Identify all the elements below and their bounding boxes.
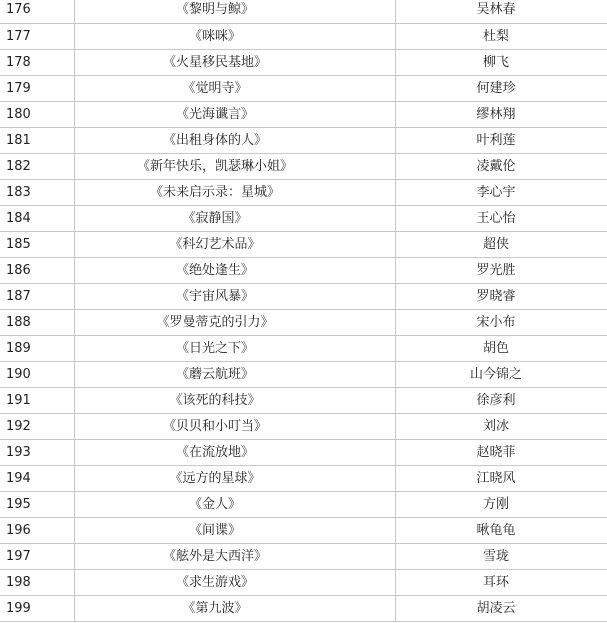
cell-author[interactable]: 何建珍 <box>396 75 607 101</box>
cell-author[interactable]: 胡凌云 <box>396 595 607 621</box>
cell-author[interactable]: 雪珑 <box>396 543 607 569</box>
table-row <box>0 543 607 569</box>
table-row <box>0 257 607 283</box>
cell-number[interactable]: 188 <box>0 309 75 335</box>
cell-author[interactable]: 耳环 <box>396 569 607 595</box>
cell-author[interactable]: 李心宇 <box>396 179 607 205</box>
cell-number[interactable]: 198 <box>0 569 75 595</box>
cell-title[interactable]: 《宇宙风暴》 <box>75 283 396 309</box>
cell-title[interactable]: 《黎明与鲸》 <box>75 0 396 23</box>
cell-title[interactable]: 《金人》 <box>75 491 396 517</box>
cell-author[interactable]: 江晓风 <box>396 465 607 491</box>
cell-number[interactable]: 184 <box>0 205 75 231</box>
cell-number[interactable]: 197 <box>0 543 75 569</box>
cell-title[interactable]: 《蘑云航班》 <box>75 361 396 387</box>
cell-number[interactable]: 180 <box>0 101 75 127</box>
cell-title[interactable]: 《舷外是大西洋》 <box>75 543 396 569</box>
cell-author[interactable]: 柳飞 <box>396 49 607 75</box>
cell-author[interactable]: 王心怡 <box>396 205 607 231</box>
cell-number[interactable]: 192 <box>0 413 75 439</box>
table-row <box>0 0 607 23</box>
cell-author[interactable]: 罗晓睿 <box>396 283 607 309</box>
cell-author[interactable]: 叶利莲 <box>396 127 607 153</box>
table-row <box>0 491 607 517</box>
cell-title[interactable]: 《觉明寺》 <box>75 75 396 101</box>
cell-number[interactable]: 178 <box>0 49 75 75</box>
table-row <box>0 23 607 49</box>
table-row <box>0 179 607 205</box>
cell-title[interactable]: 《在流放地》 <box>75 439 396 465</box>
cell-title[interactable]: 《罗曼蒂克的引力》 <box>75 309 396 335</box>
cell-number[interactable]: 183 <box>0 179 75 205</box>
cell-number[interactable]: 194 <box>0 465 75 491</box>
cell-number[interactable]: 179 <box>0 75 75 101</box>
table-row <box>0 309 607 335</box>
cell-number[interactable]: 187 <box>0 283 75 309</box>
table-row <box>0 569 607 595</box>
cell-number[interactable]: 176 <box>0 0 75 23</box>
cell-number[interactable]: 182 <box>0 153 75 179</box>
cell-author[interactable]: 缪林翔 <box>396 101 607 127</box>
table-row <box>0 127 607 153</box>
cell-author[interactable]: 徐彦利 <box>396 387 607 413</box>
cell-title[interactable]: 《绝处逢生》 <box>75 257 396 283</box>
cell-title[interactable]: 《火星移民基地》 <box>75 49 396 75</box>
cell-number[interactable]: 177 <box>0 23 75 49</box>
cell-number[interactable]: 189 <box>0 335 75 361</box>
cell-author[interactable]: 宋小布 <box>396 309 607 335</box>
cell-author[interactable]: 杜梨 <box>396 23 607 49</box>
table-row <box>0 335 607 361</box>
cell-title[interactable]: 《寂静国》 <box>75 205 396 231</box>
cell-number[interactable]: 181 <box>0 127 75 153</box>
cell-author[interactable]: 山今锦之 <box>396 361 607 387</box>
table-row <box>0 101 607 127</box>
table-row <box>0 231 607 257</box>
cell-title[interactable]: 《新年快乐，凯瑟琳小姐》 <box>75 153 396 179</box>
cell-title[interactable]: 《第九波》 <box>75 595 396 621</box>
cell-title[interactable]: 《远方的星球》 <box>75 465 396 491</box>
cell-number[interactable]: 196 <box>0 517 75 543</box>
table-row <box>0 595 607 621</box>
table-row <box>0 517 607 543</box>
cell-author[interactable]: 赵晓菲 <box>396 439 607 465</box>
cell-title[interactable]: 《科幻艺术品》 <box>75 231 396 257</box>
cell-author[interactable]: 刘冰 <box>396 413 607 439</box>
table-row <box>0 205 607 231</box>
cell-number[interactable]: 186 <box>0 257 75 283</box>
table-row <box>0 75 607 101</box>
cell-author[interactable]: 吴林春 <box>396 0 607 23</box>
cell-title[interactable]: 《出租身体的人》 <box>75 127 396 153</box>
cell-author[interactable]: 罗光胜 <box>396 257 607 283</box>
cell-title[interactable]: 《光海谶言》 <box>75 101 396 127</box>
table-row <box>0 153 607 179</box>
cell-author[interactable]: 啾龟龟 <box>396 517 607 543</box>
cell-number[interactable]: 191 <box>0 387 75 413</box>
cell-number[interactable]: 185 <box>0 231 75 257</box>
cell-author[interactable]: 方刚 <box>396 491 607 517</box>
cell-author[interactable]: 凌戴伦 <box>396 153 607 179</box>
cell-author[interactable]: 超侠 <box>396 231 607 257</box>
table-row <box>0 49 607 75</box>
cell-title[interactable]: 《贝贝和小叮当》 <box>75 413 396 439</box>
table-row <box>0 439 607 465</box>
cell-number[interactable]: 195 <box>0 491 75 517</box>
table-row <box>0 413 607 439</box>
cell-title[interactable]: 《咪咪》 <box>75 23 396 49</box>
cell-title[interactable]: 《日光之下》 <box>75 335 396 361</box>
table-row <box>0 361 607 387</box>
cell-title[interactable]: 《该死的科技》 <box>75 387 396 413</box>
table-row <box>0 283 607 309</box>
cell-author[interactable]: 胡色 <box>396 335 607 361</box>
cell-number[interactable]: 199 <box>0 595 75 621</box>
cell-title[interactable]: 《间谍》 <box>75 517 396 543</box>
table-row <box>0 465 607 491</box>
cell-title[interactable]: 《求生游戏》 <box>75 569 396 595</box>
cell-number[interactable]: 190 <box>0 361 75 387</box>
table-row <box>0 387 607 413</box>
cell-title[interactable]: 《未来启示录：星城》 <box>75 179 396 205</box>
cell-number[interactable]: 193 <box>0 439 75 465</box>
